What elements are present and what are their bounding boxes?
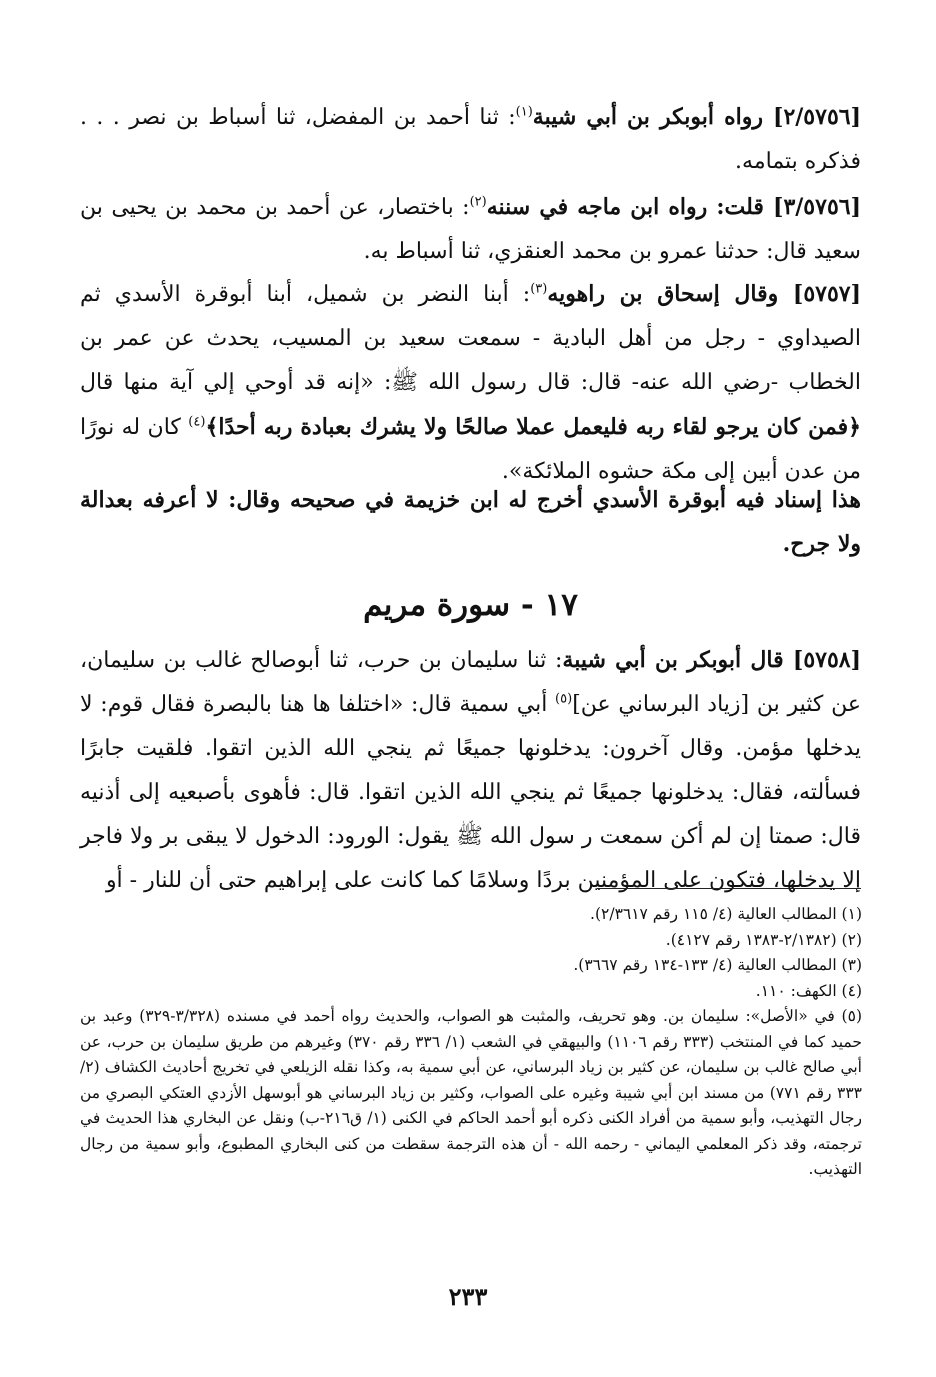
entry-5756-2: [80, 95, 861, 184]
quran-verse: ﴿فمن كان يرجو لقاء ربه فليعمل عملا صالحًا ولا يشرك بعبادة ربه أحدًا﴾: [205, 414, 861, 440]
entry-5756-3: [80, 185, 861, 274]
footnote-2: (٢) (٢/١٣٨٢-١٣٨٣ رقم ٤١٢٧).: [665, 930, 862, 949]
page-number: ٢٣٣: [448, 1282, 488, 1311]
footnote-ref[interactable]: (٥): [555, 691, 573, 707]
entry-text-end: كان له نورًا من عدن أبين إلى مكة حشوه الملائكة».: [80, 415, 861, 484]
footnote-ref[interactable]: (١): [515, 104, 533, 120]
surah-heading: ١٧ - سورة مريم: [363, 587, 578, 623]
entry-5758: [80, 638, 861, 903]
footnote-4: (٤) الكهف: ١١٠.: [755, 981, 862, 1000]
entry-lead: [٥٧٥٧] وقال إسحاق بن راهويه: [547, 281, 862, 307]
footnotes: [80, 902, 862, 1183]
footnote-separator: [597, 888, 861, 889]
entry-text: : ثنا أحمد بن المفضل، ثنا أسباط بن نصر . . . فذكره بتمامه.: [80, 105, 861, 174]
footnote-1: (١) المطالب العالية (٤/ ١١٥ رقم ٢/٣٦١٧).: [590, 905, 862, 923]
footnote-3: (٣) المطالب العالية (٤/ ١٣٣-١٣٤ رقم ٣٦٦٧).: [573, 956, 862, 974]
entry-text: : باختصار، عن أحمد بن محمد بن يحيى بن سعيد قال: حدثنا عمرو بن محمد العنقزي، ثنا أسباط به.: [80, 195, 861, 264]
entry-lead: [٣/٥٧٥٦] قلت: رواه ابن ماجه في سننه: [486, 194, 861, 220]
footnote-ref[interactable]: (٤): [188, 414, 206, 430]
entry-5757: [80, 272, 861, 494]
footnote-ref[interactable]: (٢): [469, 194, 487, 210]
entry-lead: [٢/٥٧٥٦] رواه أبوبكر بن أبي شيبة: [532, 104, 861, 130]
entry-lead: [٥٧٥٨] قال أبوبكر بن أبي شيبة: [562, 647, 861, 673]
entry-text: : أبنا النضر بن شميل، أبنا أبوقرة الأسدي ثم الصيداوي - رجل من أهل البادية - سمعت سعيد بن المسيب، يحدث عن عمر بن الخطاب -رضي الله عنه- قال: قال رسول الله ﷺ: «إنه قد أوحي إلي آية منها قال: [80, 282, 862, 395]
footnote-ref[interactable]: (٣): [530, 281, 548, 297]
entry-text: : ثنا سليمان بن حرب، ثنا أبوصالح غالب بن سليمان، عن كثير بن [زياد البرساني عن]: [80, 648, 861, 717]
grading-note: هذا إسناد فيه أبوقرة الأسدي أخرج له ابن خزيمة في صحيحه وقال: لا أعرفه بعدالة ولا جرح.: [80, 487, 861, 557]
entry-text-end: أبي سمية قال: «اختلفا ها هنا بالبصرة فقال قوم: لا يدخلها مؤمن. وقال آخرون: يدخلونها جميعًا ثم ينجي الله الذين اتقوا. فلقيت جابرًا فسألته، فقال: يدخلونها جميعًا ثم ينجي الله الذين اتقوا. قال: فأهوى بأصبعيه إلى أذنيه قال: صمتا إن لم أكن سمعت ر سول الله ﷺ يقول: الورود: الدخول لا يبقى بر ولا فاجر إلا يدخلها، فتكون على المؤمنين بردًا وسلامًا كما كانت على إبراهيم حتى أن للنار - أو: [80, 692, 861, 893]
footnote-5: (٥) في «الأصل»: سليمان بن. وهو تحريف، والمثبت هو الصواب، والحديث رواه أحمد في مسنده (٣/٣٢٨-٣٢٩) وعبد بن حميد كما في المنتخب (٣٣٣ رقم ١١٠٦) والبيهقي في الشعب (١/ ٣٣٦ رقم ٣٧٠) وغيرهم من طريق سليمان بن حرب، عن أبي صالح غالب بن سليمان، عن كثير بن زياد البرساني، عن أبي سمية به، وكذا نقله الزيلعي في تخريج أحاديث الكشاف (٢/ ٣٣٣ رقم ٧٧١) من مسند ابن أبي شيبة وغيره على الصواب، وكثير بن زياد البرساني هو أبوسهل الأزدي العتكي البصري من رجال التهذيب، وأبو سمية من أفراد الكنى ذكره أبو أحمد الحاكم في الكنى (١/ ق٢١٦-ب) ونقل عن البخاري هذا الحديث في ترجمته، وقد ذكر المعلمي اليماني - رحمه الله - أن هذه الترجمة سقطت من كنى البخاري المطبوع، وأبو سمية من رجال التهذيب.: [80, 1007, 862, 1178]
